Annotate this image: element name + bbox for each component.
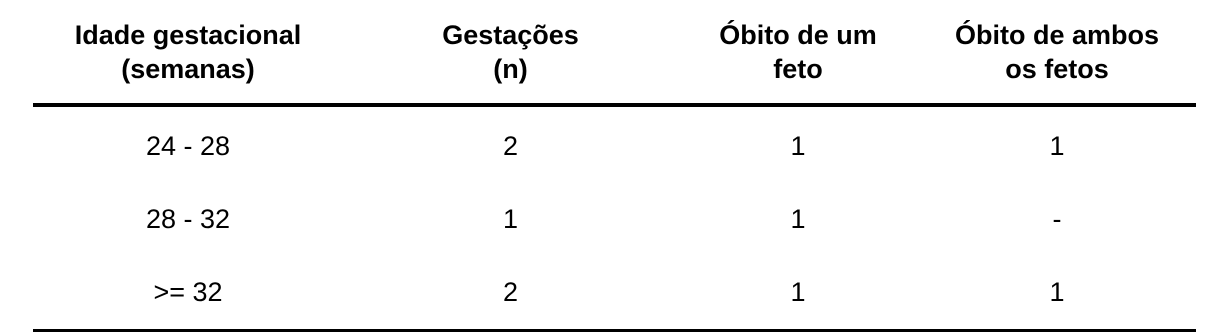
cell-idade-gestacional: 28 - 32 xyxy=(145,204,231,234)
cell-gestacoes: 2 xyxy=(502,277,519,307)
cell-obito-de-ambos-os-fetos: - xyxy=(1052,204,1062,234)
cell-obito-de-um-feto: 1 xyxy=(790,131,806,161)
cell-gestacoes: 2 xyxy=(502,131,519,161)
cell-idade-gestacional: >= 32 xyxy=(153,277,223,307)
table-row xyxy=(33,110,1196,183)
cell-obito-de-ambos-os-fetos: 1 xyxy=(1049,277,1065,307)
header-idade-gestacional: Idade gestacional (semanas) xyxy=(74,19,302,84)
cell-obito-de-ambos-os-fetos: 1 xyxy=(1049,131,1065,161)
header-gestacoes: Gestações (n) xyxy=(442,19,579,84)
cell-idade-gestacional: 24 - 28 xyxy=(145,131,231,161)
data-table xyxy=(33,0,1196,332)
cell-gestacoes: 1 xyxy=(502,204,519,234)
table-row xyxy=(33,256,1196,329)
cell-obito-de-um-feto: 1 xyxy=(790,277,806,307)
cell-obito-de-um-feto: 1 xyxy=(790,204,806,234)
table-header xyxy=(33,0,1196,107)
header-obito-de-ambos-os-fetos: Óbito de ambos os fetos xyxy=(954,19,1160,84)
header-obito-de-um-feto: Óbito de um feto xyxy=(719,19,877,84)
table-row xyxy=(33,183,1196,256)
